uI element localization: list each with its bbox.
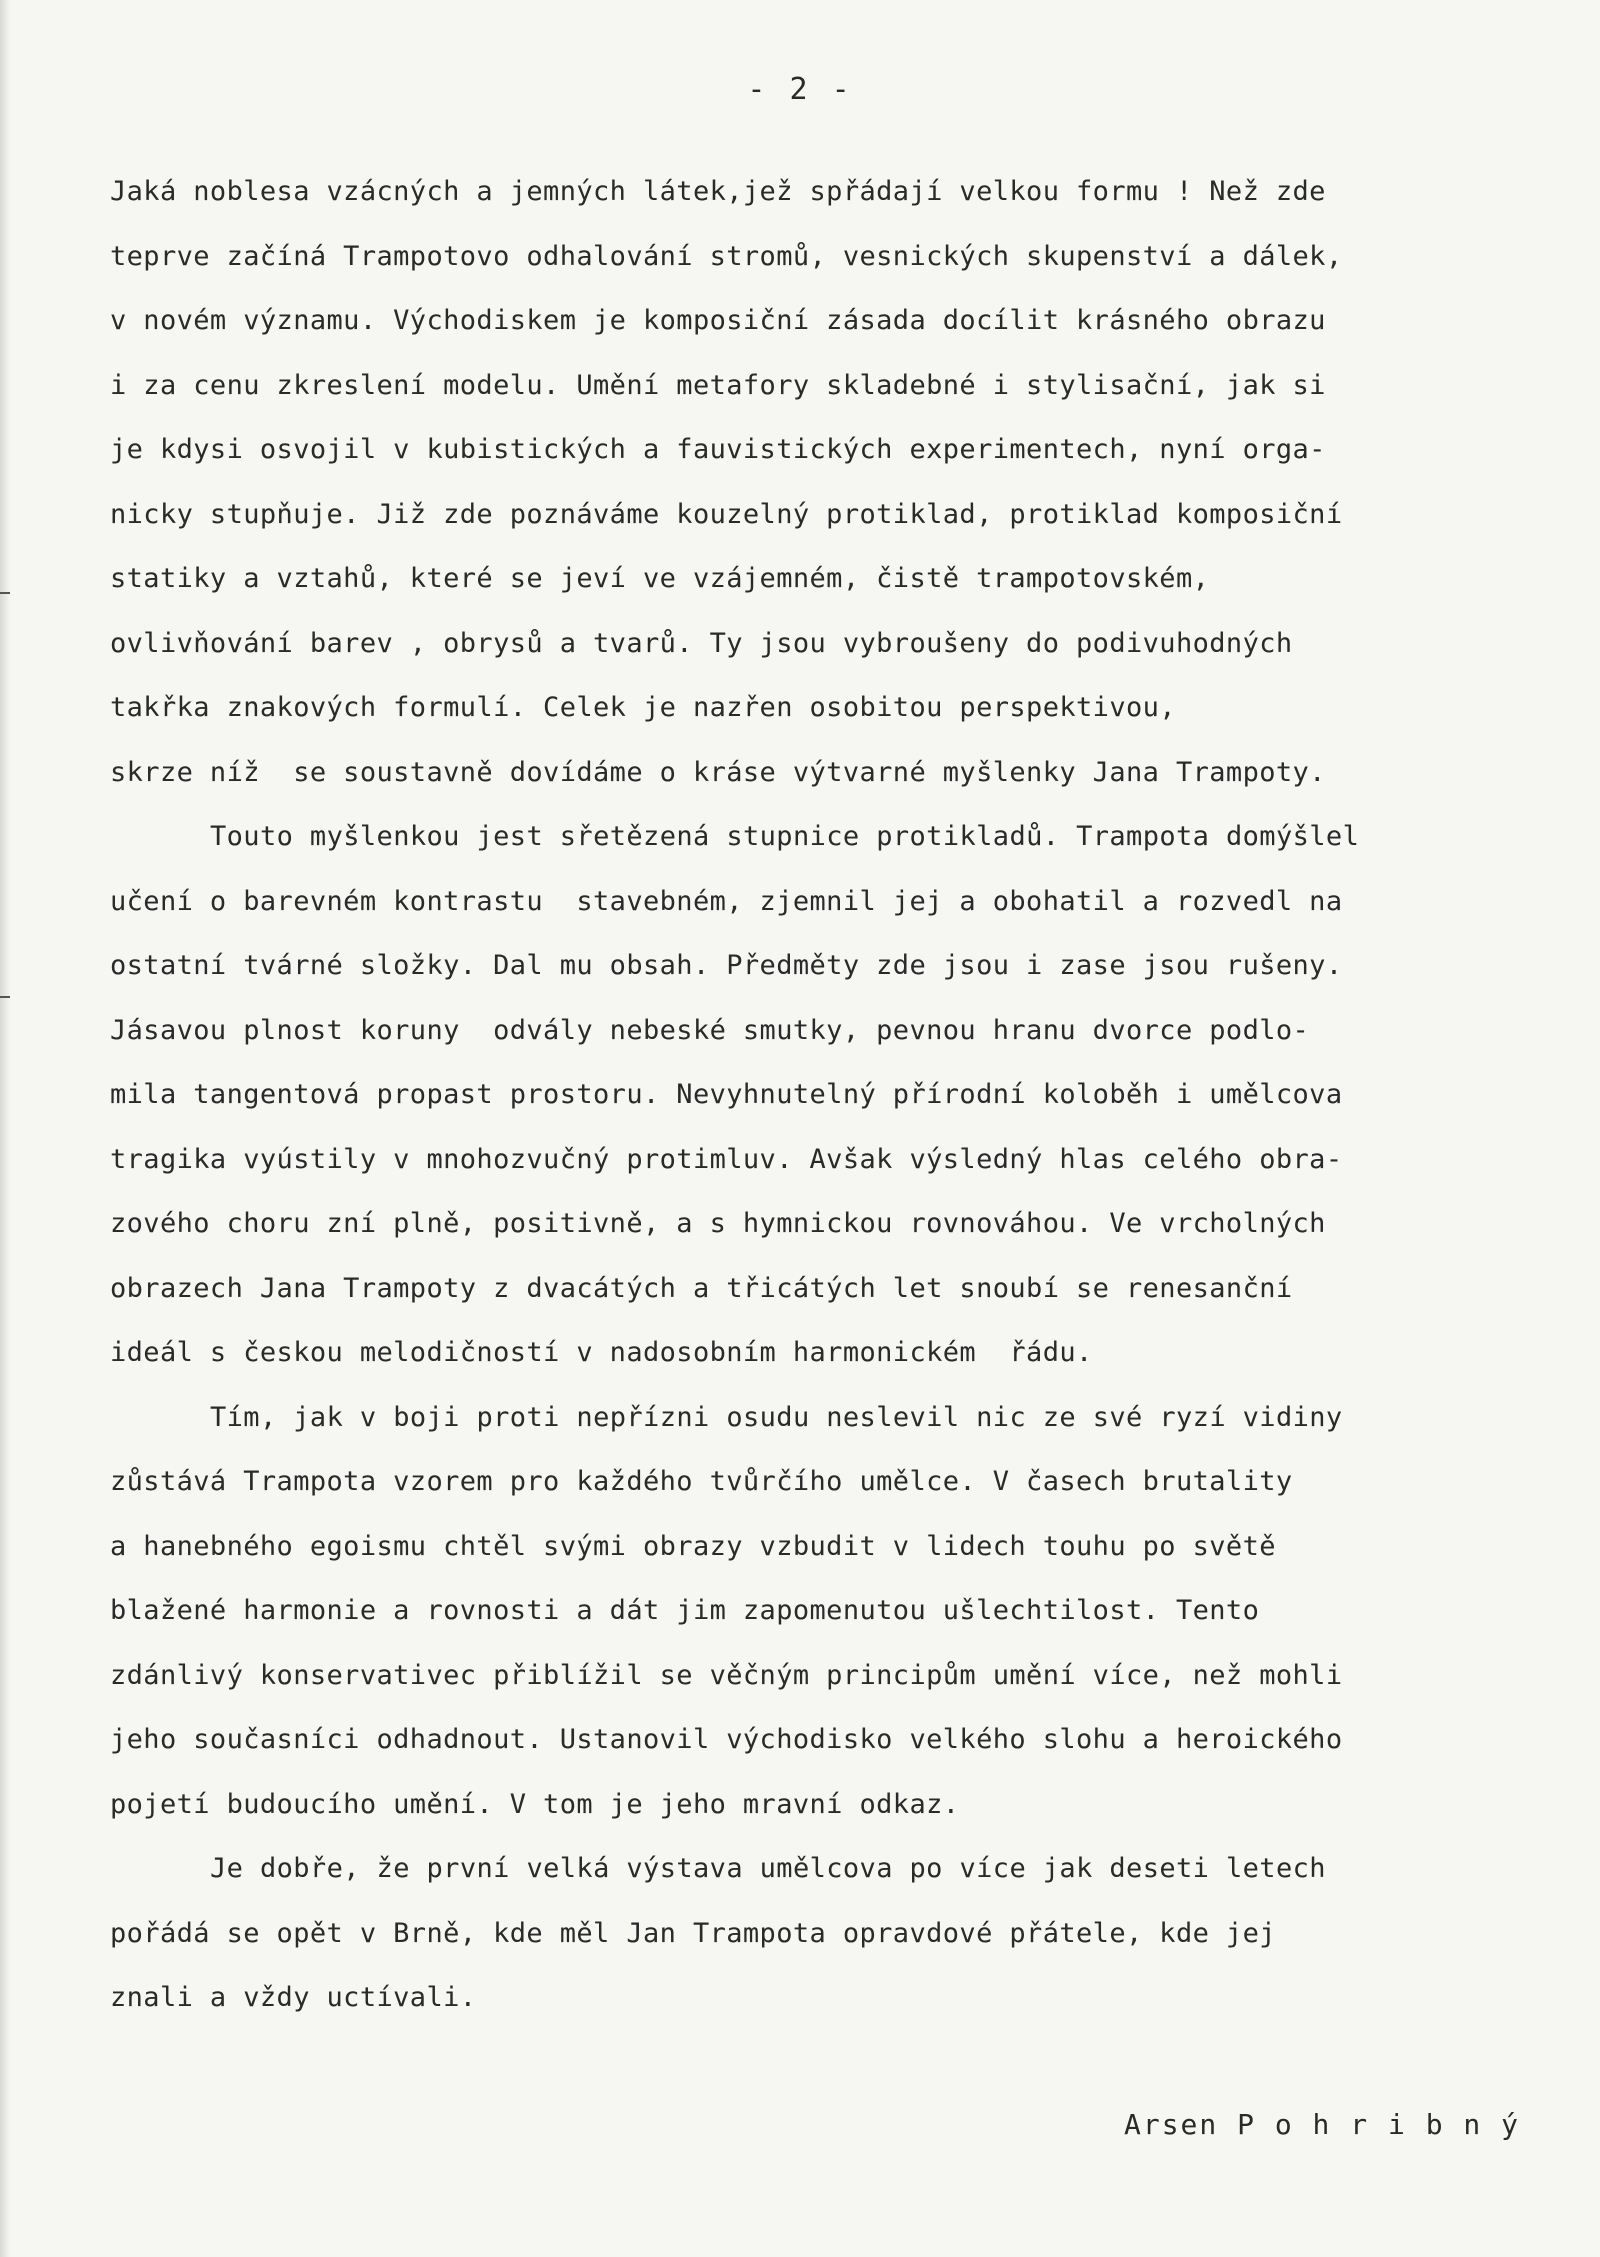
author-signature: Arsen P o h r i b n ý (1123, 2108, 1520, 2141)
paragraph (110, 160, 1550, 805)
paragraph (110, 805, 1550, 1386)
text-line: Jásavou plnost koruny odvály nebeské smutky, pevnou hranu dvorce podlo- (110, 1014, 1310, 1046)
text-line: Je dobře, že první velká výstava umělcova po více jak deseti letech (210, 1853, 1326, 1884)
text-line: ostatní tvárné složky. Dal mu obsah. Předměty zde jsou i zase jsou rušeny. (110, 950, 1343, 981)
text-line: znali a vždy uctívali. (110, 1982, 477, 2013)
text-line: v novém významu. Východiskem je komposiční zásada docílit krásného obrazu (110, 305, 1326, 336)
paragraph (110, 1837, 1550, 2031)
text-line: blažené harmonie a rovnosti a dát jim zapomenutou ušlechtilost. Tento (110, 1595, 1260, 1626)
text-line: tragika vyústily v mnohozvučný protimluv. Avšak výsledný hlas celého obra- (110, 1143, 1343, 1175)
page-number: - 2 - (747, 72, 853, 107)
text-line: a hanebného egoismu chtěl svými obrazy vzbudit v lidech touhu po světě (110, 1530, 1276, 1562)
text-line: zůstává Trampota vzorem pro každého tvůrčího umělce. V časech brutality (110, 1466, 1293, 1497)
margin-mark (0, 996, 10, 998)
text-line: Jaká noblesa vzácných a jemných látek,jež spřádají velkou formu ! Než zde (110, 176, 1326, 207)
text-line: zdánlivý konservativec přiblížil se věčným principům umění více, než mohli (110, 1659, 1343, 1691)
text-line: jeho současníci odhadnout. Ustanovil východisko velkého slohu a heroického (110, 1724, 1343, 1755)
document-body (110, 160, 1550, 2031)
text-line: takřka znakových formulí. Celek je nazřen osobitou perspektivou, (110, 692, 1176, 723)
text-line: i za cenu zkreslení modelu. Umění metafory skladebné i stylisační, jak si (110, 369, 1326, 401)
text-line: skrze níž se soustavně dovídáme o kráse výtvarné myšlenky Jana Trampoty. (110, 756, 1326, 788)
text-line: pojetí budoucího umění. V tom je jeho mravní odkaz. (110, 1788, 960, 1820)
text-line: Touto myšlenkou jest sřetězená stupnice protikladů. Trampota domýšlel (210, 821, 1360, 852)
text-line: učení o barevném kontrastu stavebném, zjemnil jej a obohatil a rozvedl na (110, 885, 1343, 917)
text-line: ovlivňování barev , obrysů a tvarů. Ty jsou vybroušeny do podivuhodných (110, 627, 1293, 659)
text-line: je kdysi osvojil v kubistických a fauvistických experimentech, nyní orga- (110, 434, 1326, 465)
text-line: teprve začíná Trampotovo odhalování stromů, vesnických skupenství a dálek, (110, 240, 1343, 272)
scan-edge-shadow (0, 0, 10, 2257)
text-line: Tím, jak v boji proti nepřízni osudu neslevil nic ze své ryzí vidiny (210, 1401, 1343, 1433)
margin-mark (0, 592, 10, 594)
paragraph (110, 1386, 1550, 1838)
text-line: pořádá se opět v Brně, kde měl Jan Trampota opravdové přátele, kde jej (110, 1917, 1276, 1949)
text-line: obrazech Jana Trampoty z dvacátých a třicátých let snoubí se renesanční (110, 1272, 1293, 1304)
text-line: nicky stupňuje. Již zde poznáváme kouzelný protiklad, protiklad komposiční (110, 498, 1343, 530)
text-line: statiky a vztahů, které se jeví ve vzájemném, čistě trampotovském, (110, 563, 1210, 594)
text-line: mila tangentová propast prostoru. Nevyhnutelný přírodní koloběh i umělcova (110, 1079, 1343, 1110)
text-line: ideál s českou melodičností v nadosobním harmonickém řádu. (110, 1337, 1093, 1368)
text-line: zového choru zní plně, positivně, a s hymnickou rovnováhou. Ve vrcholných (110, 1208, 1326, 1239)
